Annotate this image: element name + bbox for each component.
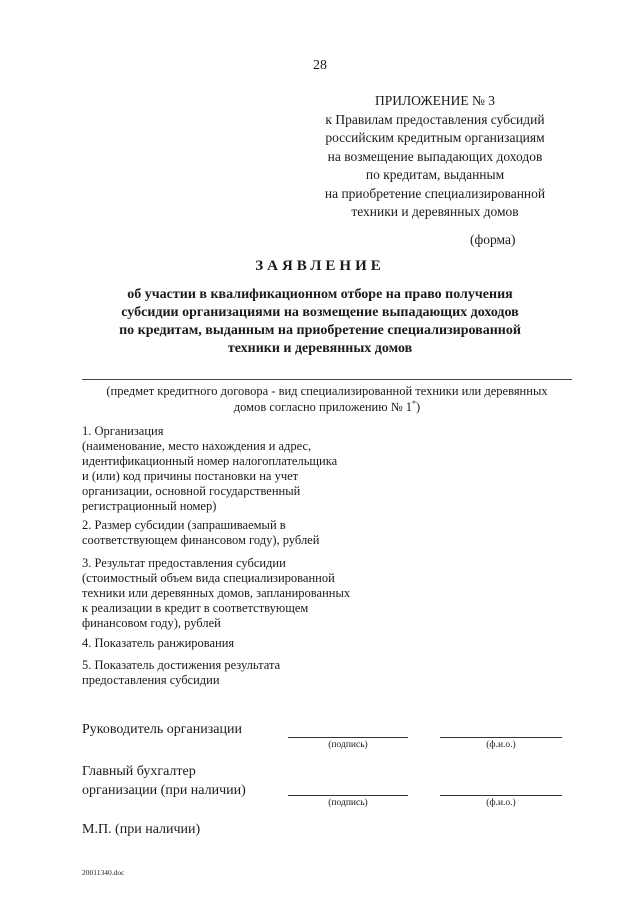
name-line[interactable] (440, 795, 562, 796)
item-line: предоставления субсидии (82, 673, 220, 687)
document-title: ЗАЯВЛЕНИЕ (255, 258, 385, 274)
signature-line[interactable] (288, 795, 408, 796)
appendix-line: техники и деревянных домов (351, 204, 519, 219)
form-item-result-indicator (82, 658, 412, 688)
item-line: (стоимостный объем вида специализированной (82, 571, 335, 585)
subtitle-line: об участии в квалификационном отборе на право получения (127, 287, 513, 302)
item-line: идентификационный номер налогоплательщика (82, 454, 338, 468)
item-line: к реализации в кредит в соответствующем (82, 601, 309, 615)
signature-role-line: Руководитель организации (82, 722, 242, 737)
signature-role-line: Главный бухгалтер (82, 764, 196, 779)
subtitle-line: субсидии организациями на возмещение выпадающих доходов (121, 305, 519, 320)
name-line[interactable] (440, 737, 562, 738)
appendix-line: по кредитам, выданным (365, 167, 505, 182)
item-line: техники или деревянных домов, запланированных (82, 586, 351, 600)
item-line: 5. Показатель достижения результата (82, 658, 281, 672)
signature-role-accountant (82, 762, 246, 800)
form-item-subsidy-result (82, 556, 412, 631)
item-line: и (или) код причины постановки на учет (82, 469, 299, 483)
signature-caption: (подпись) (328, 798, 368, 808)
subject-fill-line[interactable] (82, 379, 572, 380)
appendix-line: российским кредитным организациям (325, 130, 545, 145)
subtitle-line: по кредитам, выданным на приобретение специализированной (119, 323, 521, 338)
signature-line[interactable] (288, 737, 408, 738)
signature-role-line: организации (при наличии) (82, 783, 246, 798)
subject-caption-close: ) (416, 400, 421, 414)
item-line: финансовом году), рублей (82, 616, 221, 630)
name-caption: (ф.и.о.) (486, 740, 516, 750)
form-label: (форма) (470, 232, 516, 247)
item-line: 4. Показатель ранжирования (82, 636, 235, 650)
subtitle-line: техники и деревянных домов (227, 341, 413, 356)
stamp-label: М.П. (при наличии) (82, 822, 201, 837)
signature-caption: (подпись) (328, 740, 368, 750)
form-item-subsidy-amount (82, 518, 412, 548)
item-line: регистрационный номер) (82, 499, 217, 513)
signature-role-head (82, 720, 242, 739)
subject-caption-line (82, 399, 572, 415)
appendix-title: ПРИЛОЖЕНИЕ № 3 (374, 93, 496, 108)
appendix-header (290, 92, 580, 222)
appendix-line: на возмещение выпадающих доходов (327, 148, 543, 164)
form-item-organization (82, 424, 412, 514)
item-line: организации, основной государственный (82, 484, 301, 498)
subject-caption (82, 383, 572, 415)
subject-caption-text: домов согласно приложению № 1 (233, 400, 413, 414)
item-line: 2. Размер субсидии (запрашиваемый в (82, 518, 286, 532)
item-line: соответствующем финансовом году), рублей (82, 533, 320, 547)
document-subtitle (80, 286, 560, 358)
appendix-line: к Правилам предоставления субсидий (325, 111, 545, 127)
item-line: (наименование, место нахождения и адрес, (82, 439, 312, 453)
subject-caption-line: (предмет кредитного договора - вид специализированной техники или деревянных (106, 384, 548, 398)
footnote-mark: * (412, 398, 417, 408)
item-line: 3. Результат предоставления субсидии (82, 556, 286, 570)
form-item-ranking (82, 636, 412, 651)
file-name: 20011340.doc (82, 868, 125, 877)
name-caption: (ф.и.о.) (486, 798, 516, 808)
page-number: 28 (313, 58, 327, 73)
item-line: 1. Организация (82, 424, 164, 438)
appendix-line: на приобретение специализированной (324, 185, 546, 201)
